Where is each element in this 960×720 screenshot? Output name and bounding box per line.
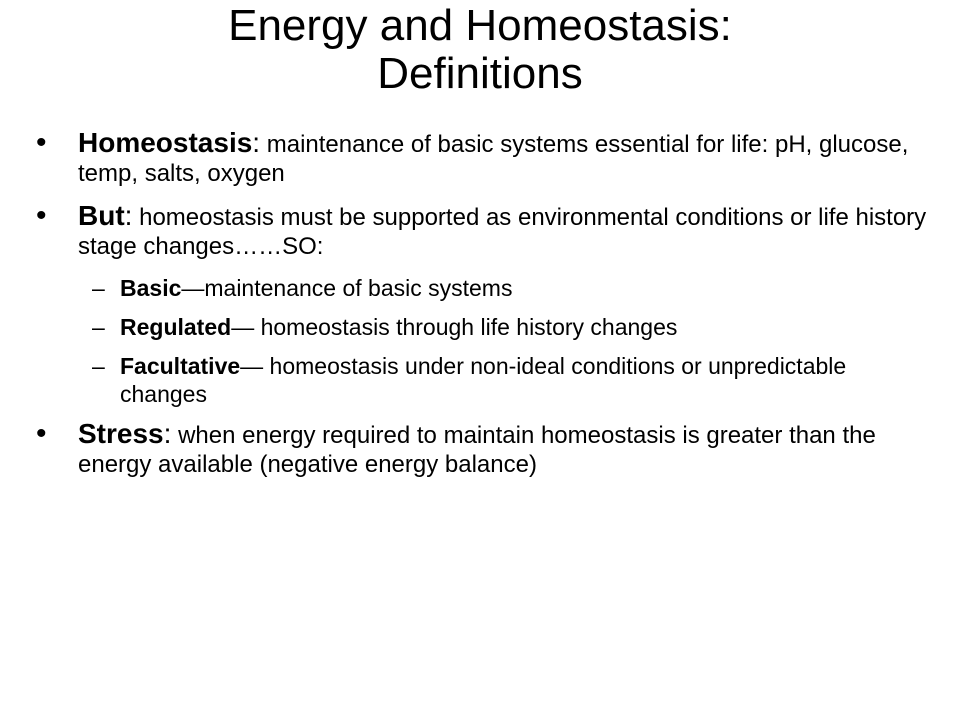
title-line-1: Energy and Homeostasis: xyxy=(228,1,732,50)
sub-bullet-text: —maintenance of basic systems xyxy=(181,275,513,301)
slide-body xyxy=(36,128,936,492)
sub-bullet-dash: – xyxy=(92,314,105,340)
sub-bullet-facultative xyxy=(36,352,936,408)
bullet-colon: : xyxy=(252,127,261,158)
sub-bullet-text: — homeostasis through life history changes xyxy=(231,314,678,340)
title-line-2: Definitions xyxy=(377,49,583,98)
sub-bullet-dash: – xyxy=(92,275,105,301)
sub-bullet-regulated xyxy=(36,313,936,341)
sub-bullet-term: Basic xyxy=(120,275,182,301)
bullet-colon: : xyxy=(124,200,133,231)
bullet-but xyxy=(36,201,936,261)
bullet-term: Homeostasis xyxy=(78,127,253,158)
bullet-dot: • xyxy=(36,126,47,159)
bullet-dot: • xyxy=(36,417,47,450)
sub-bullet-dash: – xyxy=(92,353,105,379)
sub-bullet-term: Regulated xyxy=(120,314,232,340)
sub-bullet-term: Facultative xyxy=(120,353,241,379)
bullet-term: But xyxy=(78,200,125,231)
bullet-text: maintenance of basic systems essential for life: pH, glucose, temp, salts, oxygen xyxy=(78,131,909,187)
sub-bullet-list xyxy=(36,274,936,408)
bullet-stress xyxy=(36,419,936,479)
bullet-homeostasis xyxy=(36,128,936,188)
bullet-text: homeostasis must be supported as environmental conditions or life history stage changes……SO: xyxy=(78,204,927,260)
slide-title xyxy=(0,2,960,98)
bullet-text: when energy required to maintain homeostasis is greater than the energy available (negative energy balance) xyxy=(78,422,876,478)
sub-bullet-basic xyxy=(36,274,936,302)
bullet-dot: • xyxy=(36,199,47,232)
sub-bullet-text: — homeostasis under non-ideal conditions or unpredictable changes xyxy=(120,353,847,407)
bullet-term: Stress xyxy=(78,418,164,449)
bullet-colon: : xyxy=(163,418,172,449)
